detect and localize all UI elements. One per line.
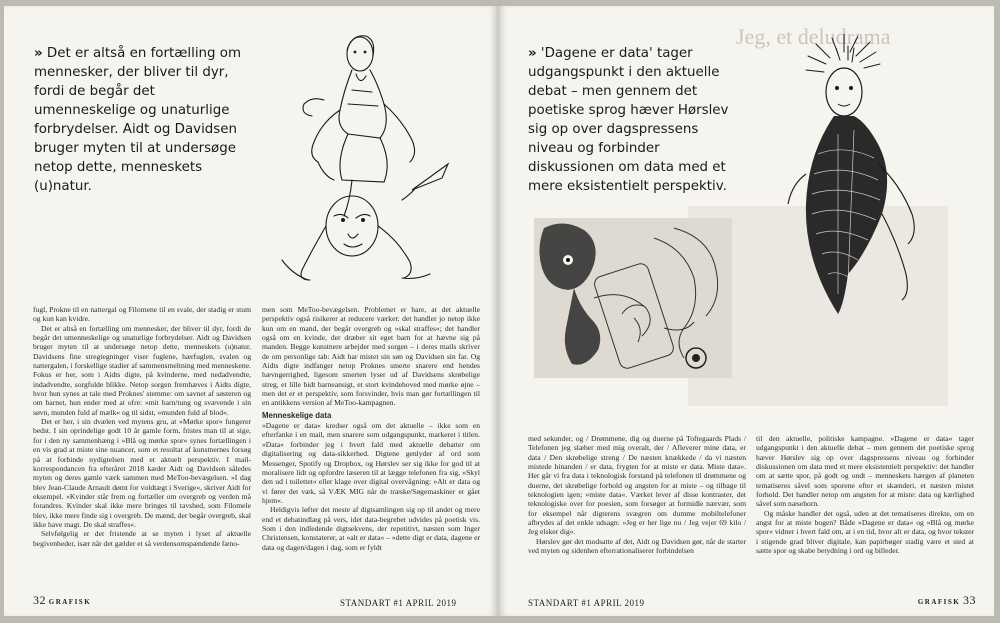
right-column-1 — [528, 434, 746, 555]
section-label: GRAFISK — [48, 598, 92, 606]
subheading: Menneskelige data — [262, 410, 332, 420]
left-footer-issue — [340, 598, 457, 608]
section-label: GRAFISK — [917, 598, 961, 606]
paragraph: men som MeToo-bevægelsen. Problemet er bare, at det aktuelle perspektiv også risikerer at reducere værket: det handler jo netop ikke kun om en mand, der begår overgreb og »skal straffes«; det handler også om en kvinde, der dræber sit eget barn for at hævne sig på manden. Begge kunstnere arbejder med sorgen – i deres mails skriver de om personlige tab: Aidt har mistet sin søn og Davidsen sin far. Og Aidts digte indfanger netop Proknes smerte snarere end hendes hævngerrighed, ligesom smerten lyser ud af Davidsens skrøbelige streg, et lille bidt barneansigt, et stort kvindehoved med mørke øjne – men det er et perspektiv, som forsvinder, hvis man gør fortællingen til en antikkens version af MeToo-kampagnen. — [262, 305, 480, 408]
paragraph: Det er her, i sin dvælen ved mytens gru, at »Mørke spor« fungerer bedst. I sin oprindelige godt 10 år gamle form, fristes man til at sige, for i den ny sammenhæng i »Blå og mørke spor« synes fortællingen i en vis grad at miste sine nuancer, som et resultat af kunstnernes forsøg på at forbinde nydigtelsen med et aktuelt perspektiv. I mail-korrespondancen fra efteråret 2018 kæder Aidt og Davidsen således myten og deres gamle værk sammen med MeToo-bevægelsen. »I dag blev Jean-Claude Arnault dømt for voldtægt i Sverige«, skriver Aidt for eksempel. »Kvinder står frem og fortæller om overgreb og verden må forandres. Kvinder skal ikke mere bringes til tavshed, som Filomele blev, ikke mere finde sig i overgreb. De mænd, der begår overgreb, skal ikke have magt. De skal straffes«. — [33, 417, 251, 529]
page-number: 32 — [33, 593, 46, 607]
issue-label: STANDART #1 APRIL 2019 — [340, 598, 457, 608]
paragraph: med sekunder, og / Drømmene, dig og duerne på Toftegaards Plads / Telefonen jeg slæber med mig overalt, der / Afleverer mine data, er data / Den skrøbelige streng / De næsten knækkede / da vi næsten mistede hinanden / er data, frygten for at miste er data. Miste data«. Her går vi fra data i teknologisk forstand på telefonen til drømmene og duerne, det skrøbelige forhold og angsten for at miste – og tilbage til teknologien igen; »miste data«. Værket lever af disse kontraster, det teknologiske over for poesien, som forsøger at formidle nærvær, som for eksempel når digterens svægren om dumme mobiltelefoner afbrydes af det enkle udsagn: »Jeg er her lige nu / Jeg vejer 69 kilo / Jeg elsker dig«. — [528, 434, 746, 537]
quote-mark-icon: » — [528, 46, 537, 61]
issue-label: STANDART #1 APRIL 2019 — [528, 598, 645, 608]
left-column-2 — [262, 305, 480, 552]
paragraph: til den aktuelle, politiske kampagne. »Dagene er data« tager udgangspunkt i den aktuelle debat – men gennem det poetiske sprog hæver Hørslev sig op over dagspressens niveau og forbinder diskussionen om data med et mere eksistentielt perspektiv: det handler om at sætte spor, på godt og ondt – menneskets hærgen af planeten tematiseres såvel som sporene efter et skænderi, et næsten mistet forhold. Det handler netop om angsten for at miste: data og kærlighed såvel som næsehorn. — [756, 434, 974, 509]
left-pull-quote — [34, 44, 244, 196]
bleed-through-title: Jeg, et deludrama — [736, 24, 891, 49]
paragraph: Og måske handler det også, uden at det tematiseres direkte, om en angst for at miste bogen? Både »Dagene er data« og »Blå og mørke spor« vidner i hvert fald om, at i en tid, hvor alt er data, og hvor tekster i stigende grad bliver digitale, kan papirbøger stadig være et sted at sætte spor og skabe betydning i ord og billeder. — [756, 508, 974, 556]
woman-phone-artwork — [534, 218, 732, 378]
right-page — [498, 6, 994, 616]
paragraph: Selvfølgelig er det fristende at se myten i lyset af aktuelle begivenheder, især når det gælder et så verdensomspændende fæno- — [33, 529, 251, 548]
right-pull-quote — [528, 44, 744, 196]
quote-mark-icon: » — [34, 46, 43, 61]
left-page — [4, 6, 498, 616]
right-pull-quote-text: 'Dagene er data' tager udgangspunkt i den aktuelle debat – men gennem det poetiske sprog hæver Hørslev sig op over dagspressens niveau og forbinder diskussionen om data med et mere eksistentielt perspektiv. — [528, 46, 729, 194]
right-footer-page — [918, 593, 976, 608]
paragraph: Det er altså en fortælling om mennesker, der bliver til dyr, fordi de begår det umenneskelige og unaturlige forbrydelser. Aidt og Davidsen bruger myten til at undersøge netop dette, menneskets (u)natur. Davidsens fine stregtegninger viser fuglene, hærfuglen, svalen og nattergalen, i forskellige stadier af sammensmeltning med menneskene. Fokus er her, som i Aidts digte, på kvinderne, med nedadvendte, indadvendte, sorgfulde blikke. Netop sorgen fremhæves i Aidts digte, hvor hun synes at tale med Proknes' stemme: om savnet af søsteren og om barnet, hun ender med at ofre: »mit barn/tung og svævende i sin søvn, munden fuld af mælk« og til sidst, »munden fuld af blod«. — [33, 323, 251, 417]
page-number: 33 — [963, 593, 976, 607]
right-column-2 — [756, 434, 974, 555]
right-footer-issue — [528, 598, 645, 608]
paragraph: Heldigvis løfter det meste af digtsamlingen sig op til andet og mere end et debatindlæg på vers, idet data-begrebet udvides på poetisk vis. Som i den indledende digtsekvens, der repetitivt, næsten som Inger Christensen, konstaterer, at »alt er data« – »dette digt er data, dagene er data og dagen/dagen i dag, som er fyldt — [262, 505, 480, 552]
two-figures-drawing — [252, 30, 472, 286]
left-column-1 — [33, 305, 251, 548]
left-footer-page — [33, 593, 91, 608]
paragraph: fugl, Prokne til en nattergal og Filomene til en svale, der stadig er stum og kun kan kvidre. — [33, 305, 251, 324]
magazine-spread — [4, 6, 994, 616]
left-pull-quote-text: Det er altså en fortælling om mennesker, der bliver til dyr, fordi de begår det umenneskelige og unaturlige forbrydelser. Aidt og Davidsen bruger myten til at undersøge netop dette, menneskets (u)natur. — [34, 46, 242, 194]
paragraph: Hørslev gør det modsatte af det, Aidt og Davidsen gør, når de starter ved myten og sidenhen efterrationaliserer forbindelsen — [528, 536, 746, 556]
paragraph: »Dagene er data« kredser også om det aktuelle – ikke som en efterfanke i en mail, men snarere som udgangspunkt, markeret i titlen. »Data« forbinder jeg i hvert fald med aktuelle debatter om digitalisering og data-sikkerhed. Digtene genlyder af ord som Messenger, Spotify og Dropbox, og Hørslev ser sig ikke for god til at moralisere lidt og opfordre læseren til at lægge telefonen fra sig, »Skyl den ud i toilettet« eller klage over digital overvågning: »Alt er data og vi fører det væk, så VÆK MIG når de træske/Søgemaskiner er gået hjem«. — [262, 421, 480, 505]
bird-woman-drawing — [778, 34, 948, 316]
